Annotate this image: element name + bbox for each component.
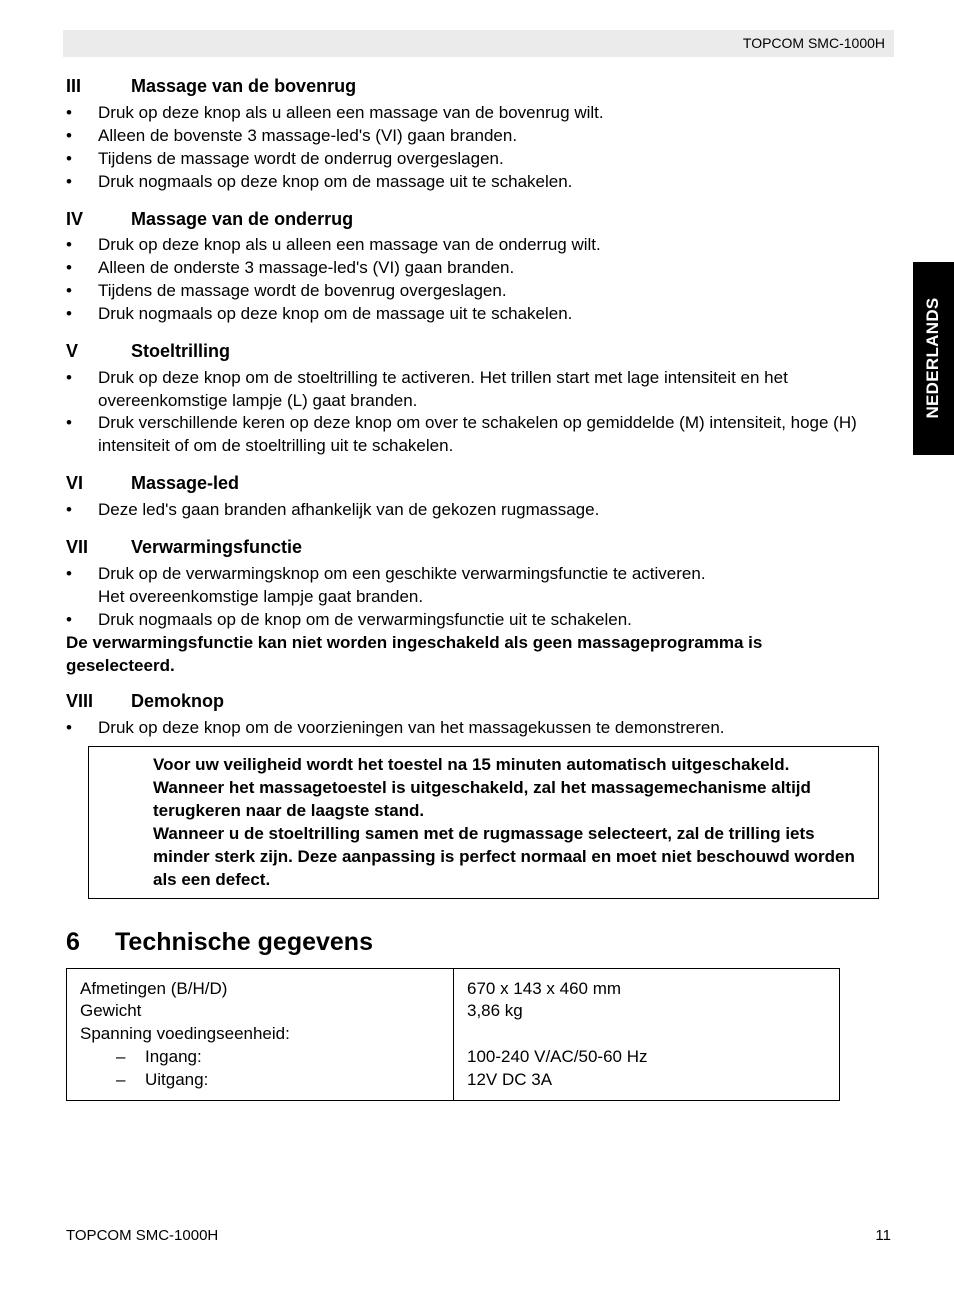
spec-label: Afmetingen (B/H/D): [80, 979, 228, 998]
bullet-icon: •: [66, 718, 72, 737]
section-number: VIII: [66, 691, 94, 711]
spec-value: 100-240 V/AC/50-60 Hz: [467, 1047, 648, 1066]
section-title: Demoknop: [131, 691, 225, 711]
section-number: V: [66, 341, 79, 361]
bullet-icon: •: [66, 610, 72, 629]
chapter-number: 6: [66, 928, 80, 956]
page-number: 11: [875, 1227, 891, 1244]
bullet-icon: •: [66, 500, 72, 519]
section-title: Stoeltrilling: [131, 341, 230, 361]
bullet-icon: •: [66, 413, 72, 432]
dash-icon: –: [116, 1047, 126, 1066]
chapter-heading: [66, 927, 373, 957]
spec-label: Spanning voedingseenheid:: [80, 1024, 290, 1043]
bullet-icon: •: [66, 564, 72, 583]
bullet-icon: •: [66, 281, 72, 300]
section-number: VII: [66, 537, 89, 557]
header-bar: [63, 30, 894, 57]
spec-label: Gewicht: [80, 1001, 142, 1020]
table-row: [67, 977, 839, 1000]
spec-value: 12V DC 3A: [467, 1070, 553, 1089]
dash-icon: –: [116, 1070, 126, 1089]
language-tab-label: NEDERLANDS: [923, 297, 942, 419]
bullet-icon: •: [66, 172, 72, 191]
safety-notice-box: [88, 746, 879, 899]
section-number: VI: [66, 473, 84, 493]
table-row: – Uitgang: 12V DC 3A: [116, 1070, 553, 1089]
language-tab: [913, 262, 954, 455]
section-title: Verwarmingsfunctie: [131, 537, 303, 557]
bullet-icon: •: [66, 126, 72, 145]
section-title: Massage van de bovenrug: [131, 76, 357, 96]
bullet-icon: •: [66, 235, 72, 254]
table-row: [67, 999, 839, 1022]
table-row: – Ingang: 100-240 V/AC/50-60 Hz: [116, 1047, 648, 1066]
bullet-icon: •: [66, 368, 72, 387]
specifications-table: [66, 968, 840, 1101]
safety-notice-text: Voor uw veiligheid wordt het toestel na 15 minuten automatisch uitgeschakeld. Wanneer het massagetoestel is uitgeschakeld, zal het massagemechanisme altijd terugkeren naar de laagste stand. Wanneer u de stoeltrilling samen met de rugmassage selecteert, zal de trilling iets minder sterk zijn. Deze aanpassing is perfect normaal en moet niet beschouwd worden als een defect.: [153, 755, 855, 889]
bullet-icon: •: [66, 103, 72, 122]
bullet-icon: •: [66, 304, 72, 323]
bullet-icon: •: [66, 149, 72, 168]
spec-value: 670 x 143 x 460 mm: [467, 979, 622, 998]
section-number: IV: [66, 209, 84, 229]
table-row: [67, 1022, 839, 1045]
section-title: Massage-led: [131, 473, 240, 493]
bullet-icon: •: [66, 258, 72, 277]
footer-product: TOPCOM SMC-1000H: [66, 1227, 219, 1244]
section-title: Massage van de onderrug: [131, 209, 354, 229]
chapter-title: Technische gegevens: [115, 928, 373, 956]
header-title: TOPCOM SMC-1000H: [742, 35, 885, 51]
section-number: III: [66, 76, 82, 96]
heating-note: De verwarmingsfunctie kan niet worden ingeschakeld als geen massageprogramma is geselecteerd.: [66, 633, 763, 675]
spec-value: 3,86 kg: [467, 1001, 523, 1020]
